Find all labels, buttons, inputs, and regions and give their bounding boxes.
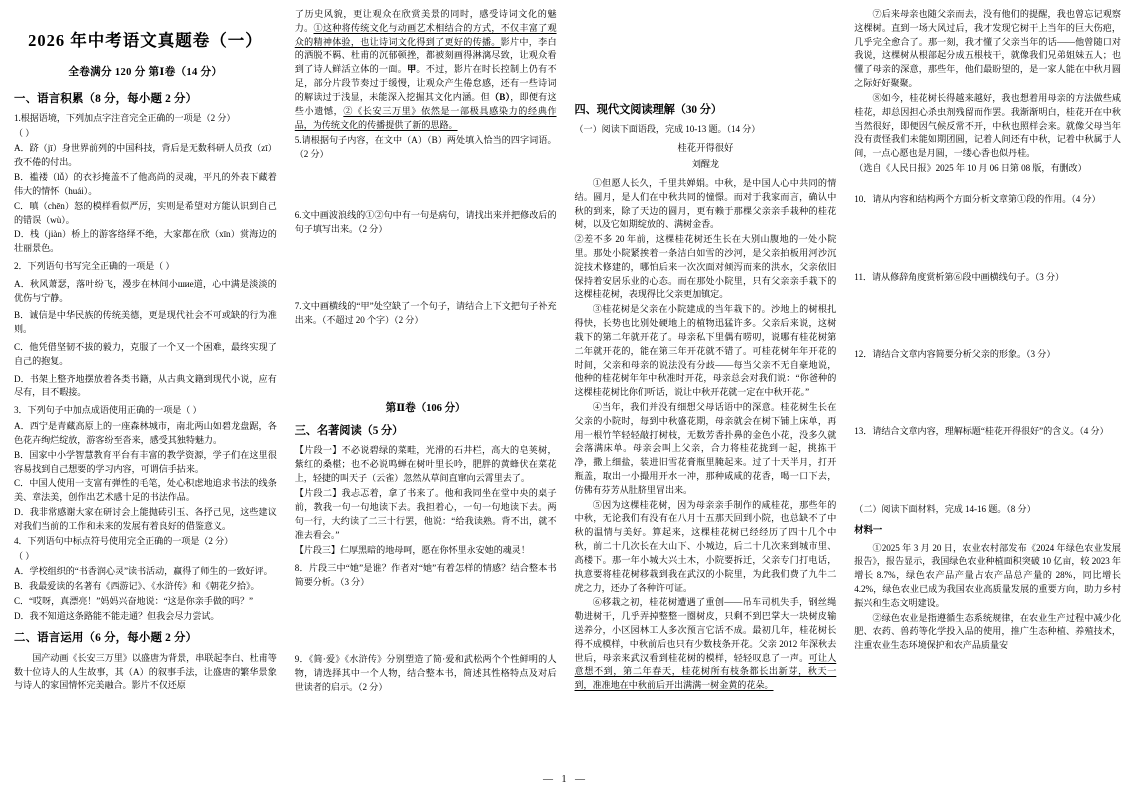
answer-space-q7	[295, 329, 557, 391]
question-8: 8．片段三中“她”是谁？作者对“她”有着怎样的情感？结合整本书简要分析。（3 分）	[294, 562, 557, 587]
question-4-stem: 4．下列语句中标点符号使用完全正确的一项是（2 分）	[14, 535, 234, 546]
question-11: 11．请从修辞角度赏析第⑥段中画横线句子。（3 分）	[854, 271, 1065, 282]
question-1-answer-blank: （ ）	[14, 128, 35, 139]
article-paragraph-1: ①但愿人长久，千里共婵娟。中秋，是中国人心中共同的情结。圆月，是人们在中秋共同的憧憬。而对于我家而言，确认中秋的到来，除了天边的圆月，更有赖于那棵父亲亲手栽种的桂花树，以及它如期绽放的、满树金香。	[574, 177, 837, 230]
article-paragraph-7: ⑦后来母亲也随父亲而去，没有他们的提醒，我也曾忘记观察这棵树。直到一场大风过后，我才发现它树干上当年的巨大伤疤，几乎完全愈合了。那一刻，我才懂了父亲当年的话——他曾随口对我说，这棵树从根部起分成五根枝干，就像我们兄弟姐妹五人；也懂了母亲的深意，那些年，他们最盼望的，是一家人能在中秋月圆之际好好聚聚。	[854, 9, 1121, 89]
section-heading-1: 一、语言积累（8 分，每小题 2 分）	[14, 92, 198, 105]
passage-run-3: 。不过，影片在时长控制上仍有不足，部分片段节奏过于缓慢，让观众产生倦怠感，还有一些诗词的解读过于浅显，未能深入挖掘其文化内涵。但	[294, 64, 557, 102]
question-4-answer-blank: （ ）	[14, 550, 35, 561]
question-4-option-a: A．学校组织的“书香润心灵”读书活动，赢得了师生的一致好评。	[14, 566, 273, 577]
excerpt-three: 【片段三】仁厚黑暗的地母呵，愿在你怀里永安她的魂灵！	[294, 544, 530, 555]
answer-space-q11	[854, 286, 1121, 348]
question-6: 6.文中画波浪线的①②句中有一句是病句，请找出来并把修改后的句子填写出来。（2 分）	[294, 209, 557, 234]
material-one-paragraph-1: ①2025 年 3 月 20 日，农业农村部发布《2024 年绿色农业发展报告》，报告显示，我国绿色农业种植面积突破 10 亿亩，较 2023 年增长 8.7%，绿色农产品产量占农产品总产量的 28%，同比增长 4.2%，绿色农业已成为我国农业高质量发展的重要方向，助力乡村振兴和生态文明建设。	[854, 542, 1121, 608]
article-paragraph-4: ④当年，我们并没有细想父母话语中的深意。桂花树生长在父亲的小院时，每到中秋盛花期，母亲就会在树下铺上床单，再用一根竹竿轻轻敲打树枝，无数芳香扑鼻的金色小花，没多久就会落满床单。母亲会叫上父亲，合力将桂花拢到一起，挑拣干净，撒上细盐，装进旧雪花膏瓶里腌起来。过了十天半月，打开瓶盖，取出一小撮用开水一冲，那种咸咸的花香，喝一口下去，仿佛有芬芳从肚脐里冒出来。	[574, 401, 837, 495]
page-title: 2026 年中考语文真题卷（一）	[28, 31, 263, 50]
article-paragraph-6	[575, 596, 837, 693]
question-4-option-d: D．我不知道这条路能不能走通？但我会尽力尝试。	[14, 610, 220, 621]
question-1-option-a: A．跻（jī）身世界前列的中国科技，背后是无数科研人员孜（zī）孜不倦的付出。	[14, 143, 277, 168]
question-1-stem: 1.根据语境，下列加点字注音完全正确的一项是（2 分）	[14, 112, 236, 123]
question-1-option-d: D．栈（jiàn）桥上的游客络绎不绝，大家都在欣（xīn）赏海边的壮丽景色。	[14, 229, 277, 254]
question-4-option-b: B．我最爱读的名著有《西游记》、《水浒传》和《朝花夕拾》。	[14, 581, 260, 592]
column-3	[566, 8, 846, 694]
question-4-option-c: C．“哎呀，真漂亮！”妈妈兴奋地说：“这是你亲手做的吗？”	[14, 595, 254, 606]
material-one-paragraph-2: ②绿色农业是指遵循生态系统规律，在农业生产过程中减少化肥、农药、兽药等化学投入品的使用，推广生态种植、养殖技术，注重农业生态环境保护和农产品质量安	[854, 612, 1121, 651]
question-12: 12．请结合文章内容简要分析父亲的形象。（3 分）	[854, 348, 1056, 359]
passage-run-4: ，即便有这些小遗憾，	[294, 91, 557, 116]
question-3-option-b: B．国家中小学智慧教育平台有丰富的教学资源，学子们在这里很容易找到自己想要的学习内容，可谓信手拈来。	[14, 449, 277, 474]
spacer-before-q10	[854, 177, 1121, 193]
article-paragraph-3: ③桂花树是父亲在小院建成的当年栽下的。沙地上的树根扎得快，长势也比别处硬地上的植物迅猛许多。父亲后来说，这树栽下的第二年就开花了。母亲私下里偶有唠叨，说哪有桂花树第二年就开花的，能在第三年开花就不错了。可桂花树年年开花的时间，父亲和母亲的说法没有分歧——每当父亲不无自豪地说，他种的桂花树年年中秋准时开花，母亲总会对我们说：“你爸种的这棵桂花树比你们听话，说让中秋开花就一定在中秋开花。”	[574, 304, 837, 398]
section-heading-4: 四、现代文阅读理解（30 分）	[574, 104, 723, 116]
paper-subtitle: 全卷满分 120 分 第Ⅰ卷（14 分）	[68, 67, 223, 79]
reading-part-two-label: （二）阅读下面材料，完成 14-16 题。（8 分）	[854, 503, 1036, 514]
question-5: 5.请根据句子内容，在文中（A）（B）两处填入恰当的四字词语。（2 分）	[294, 134, 557, 159]
article-author: 刘醒龙	[691, 159, 719, 170]
passage-blank-b: （B）	[489, 91, 511, 102]
question-3-option-d: D．我非常感谢大家在研讨会上能抛砖引玉、各抒己见，这些建议对我们当前的工作和未来的发展有着良好的借鉴意义。	[14, 506, 277, 531]
article-paragraph-8: ⑧如今，桂花树长得越来越好，我也想着用母亲的方法做些咸桂花，却总因担心杀虫剂残留而作罢。我渐渐明白，桂花开在中秋当然很好，即便因气候反常不开，中秋也照样会来。就像父母当年没有责怪我们未能如期团圆，记着人间还有中秋，记着中秋属于人间，一点心愿也是月圆，一缕心香也似丹桂。	[854, 92, 1121, 159]
section-2-passage-body	[295, 8, 557, 132]
question-1-option-b: B．褴褛（lǚ）的衣衫掩盖不了他高尚的灵魂，平凡的外表下藏着伟大的情怀（huái）。	[14, 172, 277, 196]
answer-space-q6	[295, 238, 557, 300]
passage-blank-jia: 甲	[407, 64, 417, 75]
column-4	[845, 8, 1125, 654]
material-one-heading: 材料一	[854, 526, 883, 537]
column-container	[6, 8, 1125, 778]
question-3-option-a: A．西宁是青藏高原上的一座森林城市，南北两山如碧龙盘踞，各色花卉绚烂绽放，游客纷至沓来，感受其独特魅力。	[14, 421, 277, 445]
passage-run-2: 影片中，李白的洒脱不羁、杜甫的沉郁顿挫，都被刻画得淋漓尽致，让观众看到了诗人鲜活立体的一面。	[294, 36, 557, 75]
question-2-option-a: A．秋风萧瑟，落叶纷飞，漫步在林间小шие道，心中满是淡淡的优伤与宁静。	[14, 278, 277, 303]
article-underlined-sentence: 可让人意想不到，第二年春天，桂花树所有枝条都长出新芽，秋天一到，准准地在中秋前后开出满满一树金黄的花朵。	[574, 652, 837, 691]
passage-underlined-sentence-2: ②《长安三万里》依然是一部极具感染力的经典作品，为传统文化的传播提供了新的思路。	[294, 105, 557, 130]
answer-space-q8	[295, 591, 557, 653]
answer-space-q13	[854, 441, 1121, 503]
section-heading-2: 二、语言运用（6 分，每小题 2 分）	[14, 632, 198, 645]
article-paragraph-6-text: ⑥移栽之初，桂花树遭遇了重创——吊车司机失手，钢丝绳勒进树干，几乎弄掉整整一圈树皮，只剩不到巴掌大一块树皮输送养分，小区园林工人多次预言它活不成。最初几年，桂花树长得不成模样，中秋前后也只有少数枝条开花。父亲 2012 年深秋去世后，母亲来武汉看到桂花树的模样，轻轻叹息了一声。	[574, 597, 837, 663]
question-2-option-c: C．他凭借坚韧不拔的毅力，克服了一个又一个困难，最终实现了自己的抱复。	[14, 342, 277, 366]
article-paragraph-5: ⑤因为这棵桂花树，因为母亲亲手制作的咸桂花，那些年的中秋，无论我们有没有在八月十五那天回到小院，也总缺不了中秋的温情与美好。算起来，这棵桂花树已经经历了四十几个中秋，前二十几次长在大山下、小城边，后二十几次来到城市里、高楼下。那一年小城大兴土木，小院要拆迁，父亲专门打电话，执意要将桂花树移栽到我在武汉的小院里，为此我们费了九牛二虎之力，还办了各种许可证。	[574, 499, 837, 593]
answer-space-q10	[854, 209, 1121, 271]
volume-2-heading: 第Ⅱ卷（106 分）	[385, 403, 466, 415]
excerpt-one: 【片段一】不必说碧绿的菜畦，光滑的石井栏，高大的皂荚树，紫红的桑椹；也不必说鸣蝉在树叶里长吟，肥胖的黄蜂伏在菜花上，轻捷的叫天子（云雀）忽然从草间直窜向云霄里去了。	[294, 445, 557, 483]
article-paragraph-2: ②差不多 20 年前，这棵桂花树还生长在大别山腹地的一处小院里。那处小院紧挨着一条洁白如雪的沙河，是父亲拍板用河沙沉淀技术修建的，哪怕后来一次次面对倾泻而来的洪水，父亲依旧保持着安居乐业的心态。而在那处小院里，只有父亲亲手栽下的这棵桂花树，表现得比父亲更加镇定。	[574, 234, 837, 300]
column-3-top-spacer	[575, 8, 837, 96]
question-1-option-c: C．嗔（chēn）怒的模样看似严厉，实则是希望对方能认识到自己的错误（wù）。	[14, 200, 277, 225]
question-13: 13．请结合文章内容，理解标题“桂花开得很好”的含义。（4 分）	[854, 426, 1109, 437]
page-number: — 1 —	[543, 774, 588, 785]
question-3-stem: 3．下列句子中加点成语使用正确的一项是（ ）	[14, 405, 202, 416]
article-title: 桂花开得很好	[677, 143, 734, 154]
passage-run-1: 了历史风貌，更让观众在欣赏美景的同时，感受诗词文化的魅力。	[294, 9, 557, 33]
reading-part-one-label: （一）阅读下面语段，完成 10-13 题。（14 分）	[574, 124, 761, 135]
section-2-passage-intro: 国产动画《长安三万里》以盛唐为背景，串联起李白、杜甫等数十位诗人的人生故事，其（A）的叙事手法，让盛唐的繁华景象与诗人的家国情怀完美融合。影片不仅还原	[14, 652, 277, 691]
question-2-stem: 2．下列语句书写完全正确的一项是（ ）	[14, 260, 175, 271]
passage-underlined-sentence-1: ①这种将传统文化与动画艺术相结合的方式，不仅丰富了观众的精神体验，也让诗词文化得到了更好的传播。	[294, 22, 557, 47]
answer-space-q5	[295, 163, 557, 209]
question-3-option-c: C．中国人使用一支富有弹性的毛笔，处心积虑地追求书法的线条美、章法美，创作出艺术感十足的书法作品。	[14, 478, 277, 503]
article-source: （选自《人民日报》2025 年 10 月 06 日第 08 版，有删改）	[854, 162, 1087, 173]
question-9: 9．《简·爱》《水浒传》分别塑造了简·爱和武松两个个性鲜明的人物，请选择其中一个人物，结合整本书，简述其性格特点及对后世读者的启示。（2 分）	[294, 654, 557, 693]
column-2	[286, 8, 566, 696]
question-2-option-b: B．诚信是中华民族的传统美德，更是现代社会不可或缺的行为准则。	[14, 310, 277, 335]
question-10: 10．请从内容和结构两个方面分析文章第①段的作用。（4 分）	[854, 194, 1101, 205]
excerpt-two: 【片段二】我忐忑着，拿了书来了。他和我同坐在堂中央的桌子前，教我一句一句地读下去。我担着心，一句一句地读下去。两句一行，大约读了二三十行罢，他说：“给我读熟。背不出，就不准去看会。”	[294, 488, 557, 540]
question-7: 7.文中画横线的“甲”处空缺了一个句子，请结合上下文把句子补充出来。（不超过 20 个字）（2 分）	[294, 301, 557, 325]
question-2-option-d: D．书架上整齐地摆放着各类书籍，从古典文籍到现代小说，应有尽有，目不暇接。	[14, 373, 277, 398]
section-heading-3: 三、名著阅读（5 分）	[294, 425, 404, 438]
answer-space-q12	[854, 363, 1121, 425]
column-1	[6, 8, 286, 694]
